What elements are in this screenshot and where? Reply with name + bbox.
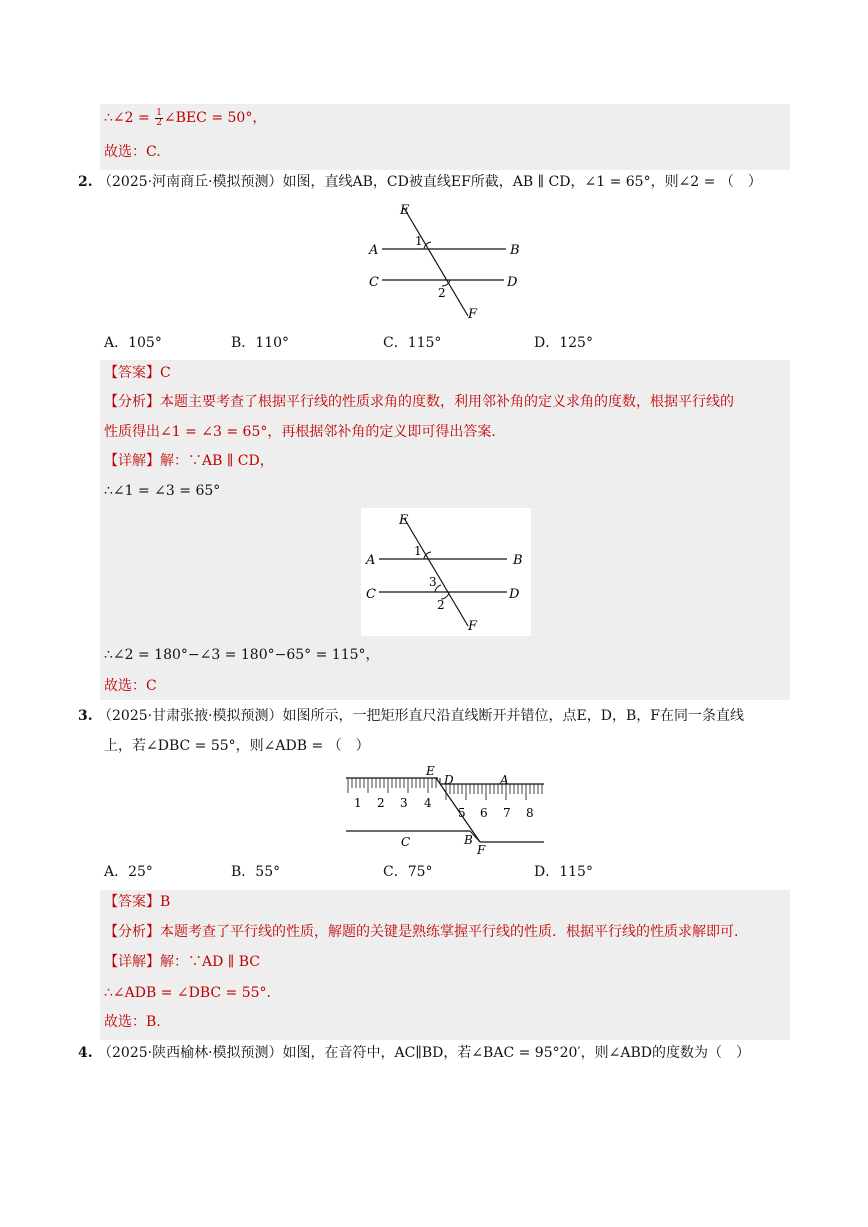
q2-detail-label: 【详解】	[104, 453, 160, 469]
label-e: E	[399, 513, 409, 528]
label-d: D	[444, 773, 454, 787]
q3-option-b[interactable]: B．55°	[231, 864, 281, 880]
ruler-number-2: 2	[377, 796, 385, 810]
q3-stem-line2: 上，若∠DBC = 55°，则∠ADB = （ ）	[104, 738, 370, 754]
label-c: C	[369, 275, 379, 290]
ruler-number-1: 1	[354, 796, 362, 810]
q3-answer: 【答案】B	[104, 894, 171, 910]
fraction-denominator: 2	[156, 117, 162, 128]
q3-number: 3.	[78, 708, 93, 724]
label-a: A	[369, 243, 379, 258]
left-ruler-ticks	[348, 778, 436, 793]
q1-step-suffix: ∠BEC = 50°，	[163, 110, 267, 126]
q2-detail-text: 解：∵AB ∥ CD，	[160, 453, 274, 469]
label-a: A	[500, 773, 509, 787]
q1-conclusion: 故选：C.	[104, 144, 161, 160]
q3-detail	[104, 952, 260, 972]
q2-step1: ∴∠1 = ∠3 = 65°	[104, 483, 221, 499]
q2-figure	[364, 198, 534, 324]
q2-number: 2.	[78, 174, 93, 190]
q4-number: 4.	[78, 1045, 93, 1061]
line-ef	[404, 208, 468, 316]
label-f: F	[468, 307, 478, 322]
label-b: B	[464, 833, 473, 847]
label-b: B	[510, 243, 520, 258]
q3-detail-label: 【详解】	[104, 954, 160, 970]
q3-detail-text: 解：∵AD ∥ BC	[160, 954, 260, 970]
q2-option-c[interactable]: C．115°	[383, 335, 442, 351]
q3-step1: ∴∠ADB = ∠DBC = 55°.	[104, 985, 272, 1001]
q1-step-prefix: ∴∠2 =	[104, 110, 155, 126]
ruler-number-5: 5	[458, 806, 466, 820]
label-f: F	[477, 843, 486, 856]
label-angle-1: 1	[414, 544, 422, 558]
q3-option-c[interactable]: C．75°	[383, 864, 433, 880]
ruler-number-8: 8	[526, 806, 534, 820]
label-e: E	[426, 764, 435, 778]
q2-answer: 【答案】C	[104, 365, 171, 381]
q2-analysis-line1: 【分析】本题主要考查了根据平行线的性质求角的度数，利用邻补角的定义求角的度数，根据平行线的	[104, 394, 734, 410]
q2-analysis-line2: 性质得出∠1 = ∠3 = 65°，再根据邻补角的定义即可得出答案.	[104, 424, 496, 440]
q3-figure	[340, 762, 550, 856]
fraction-numerator: 1	[156, 107, 162, 118]
ruler-number-6: 6	[480, 806, 488, 820]
q2-step2: ∴∠2 = 180°−∠3 = 180°−65° = 115°，	[104, 647, 380, 663]
right-ruler-ticks	[446, 784, 542, 800]
q3-conclusion: 故选：B.	[104, 1014, 161, 1030]
q3-option-d[interactable]: D．115°	[534, 864, 593, 880]
label-d: D	[509, 587, 520, 602]
q3-option-a[interactable]: A．25°	[104, 864, 153, 880]
fraction-half	[155, 109, 163, 128]
label-f: F	[468, 619, 478, 634]
q2-option-a[interactable]: A．105°	[104, 335, 162, 351]
ruler-number-7: 7	[503, 806, 511, 820]
q3-analysis: 【分析】本题考查了平行线的性质，解题的关键是熟练掌握平行线的性质．根据平行线的性质求解即可.	[104, 924, 739, 940]
label-c: C	[401, 835, 411, 849]
label-c: C	[366, 587, 376, 602]
q2-detail	[104, 451, 274, 471]
q2-conclusion: 故选：C	[104, 678, 157, 694]
label-angle-2: 2	[437, 598, 445, 612]
label-b: B	[513, 553, 523, 568]
label-e: E	[400, 203, 410, 218]
label-angle-1: 1	[415, 234, 423, 248]
q2-option-b[interactable]: B．110°	[231, 335, 290, 351]
label-angle-3: 3	[429, 575, 437, 589]
label-angle-2: 2	[438, 286, 446, 300]
ruler-number-3: 3	[400, 796, 408, 810]
label-d: D	[507, 275, 518, 290]
q4-stem: （2025·陕西榆林·模拟预测）如图，在音符中，AC∥BD，若∠BAC = 95°20′，则∠ABD的度数为（ ）	[98, 1045, 750, 1061]
q1-step	[104, 108, 266, 128]
label-a: A	[366, 553, 376, 568]
q2-option-d[interactable]: D．125°	[534, 335, 593, 351]
ruler-number-4: 4	[424, 796, 432, 810]
q2-solution-figure	[361, 508, 531, 636]
q2-stem: （2025·河南商丘·模拟预测）如图，直线AB，CD被直线EF所截，AB ∥ CD，∠1 = 65°，则∠2 = （ ）	[98, 174, 762, 190]
q3-stem-line1: （2025·甘肃张掖·模拟预测）如图所示，一把矩形直尺沿直线断开并错位，点E，D，B，F在同一条直线	[98, 708, 744, 724]
line-ef	[404, 518, 468, 626]
